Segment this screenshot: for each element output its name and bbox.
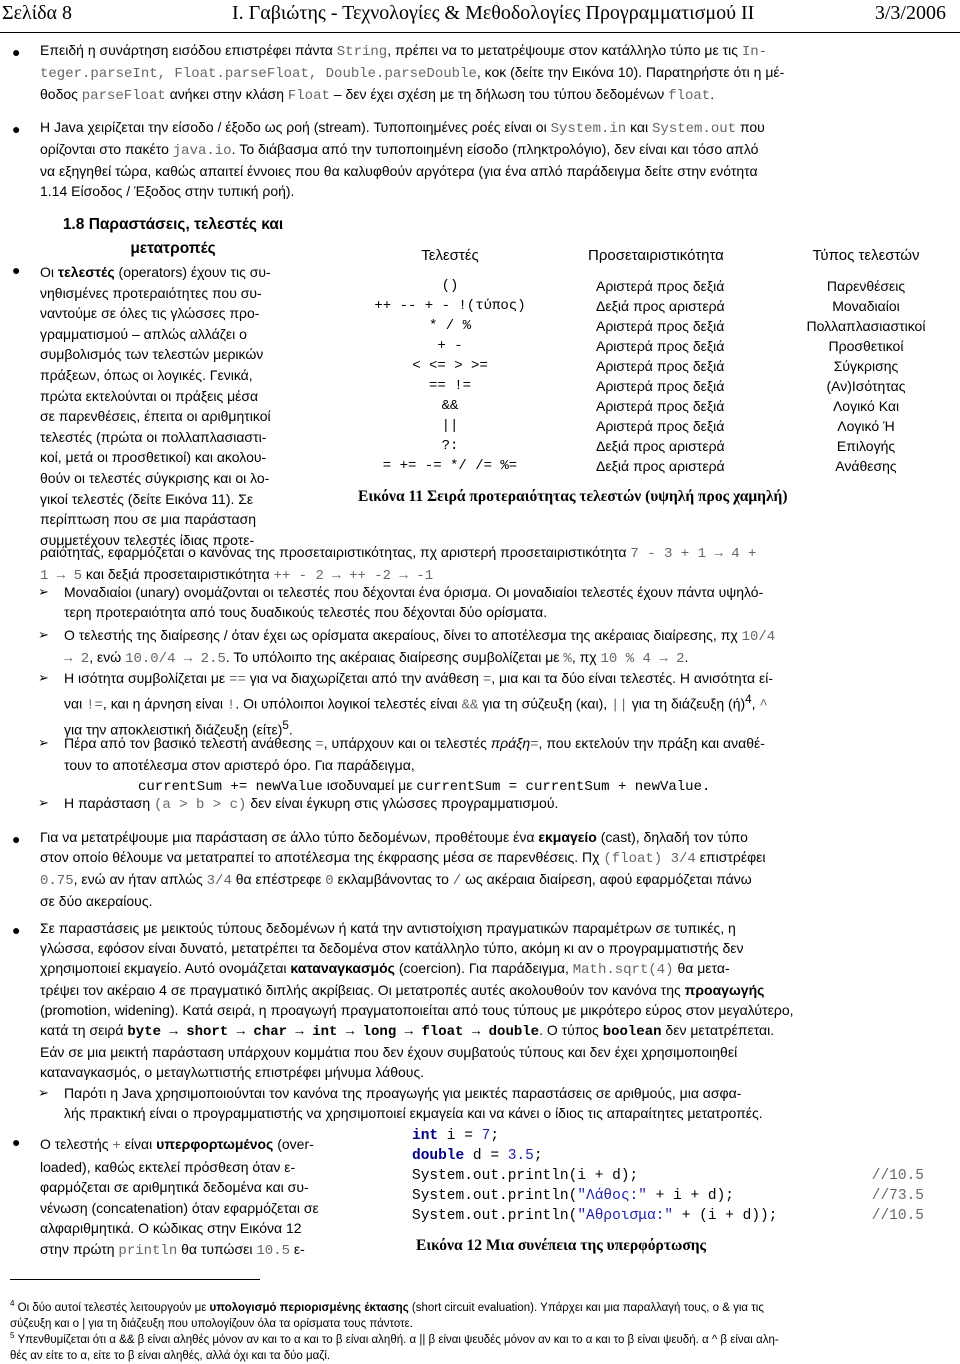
paragraph-associativity: ραιότητας, εφαρμόζεται ο κανόνας της προσεταιριστικότητας, πχ αριστερή προσεταιριστικότητα 7 - 3 + 1 → 4 + 1 → 5 και δεξιά προσεταιριστικότητα ++ - 2 → ++ -2 → -1 [40, 544, 757, 584]
bullet-icon: ● [12, 44, 21, 60]
table-row [350, 378, 950, 398]
section-title: 1.8 Παραστάσεις, τελεστές και μετατροπές [62, 216, 284, 257]
arrow-bullet-icon: ➢ [38, 670, 49, 685]
document-date: 3/3/2006 [874, 2, 946, 24]
table-header: Τύπος τελεστών [812, 247, 920, 264]
table-header: Προσεταιριστικότητα [588, 247, 724, 264]
page-number: Σελίδα 8 [2, 2, 73, 24]
table-header: Τελεστές [421, 247, 479, 264]
table-row [350, 338, 950, 358]
associativity-cell: Αριστερά προς δεξιά [596, 318, 725, 334]
table-row [350, 458, 950, 478]
table-row [350, 298, 950, 318]
table-row [350, 318, 950, 338]
arrow-bullet-icon: ➢ [38, 1085, 49, 1100]
bullet-icon: ● [12, 922, 21, 938]
operator-type-cell: (Αν)Ισότητας [826, 378, 906, 394]
bullet-icon: ● [12, 121, 21, 137]
operator-type-cell: Λογικό Ή [837, 418, 895, 434]
code-line: System.out.println("Λάθος:" + i + d); //73.5 [412, 1188, 924, 1204]
operator-cell: && [441, 398, 459, 414]
table-row [350, 358, 950, 378]
operator-type-cell: Παρενθέσεις [826, 278, 906, 294]
associativity-cell: Δεξιά προς αριστερά [596, 438, 725, 454]
operator-type-cell: Λογικό Και [832, 398, 900, 414]
footnote-rule [10, 1279, 260, 1280]
operator-cell: + - [437, 338, 463, 354]
associativity-cell: Αριστερά προς δεξιά [596, 358, 725, 374]
paragraph-invalid-expression: Η παράσταση (a > b > c) δεν είναι έγκυρη στις γλώσσες προγραμματισμού. [64, 795, 559, 813]
paragraph-overloaded-plus: Ο τελεστής + είναι υπερφορτωμένος (over- loaded), καθώς εκτελεί πρόσθεση όταν ε- φαρμόζεται σε αριθμητικά δεδομένα και συ- νένωση (concatenation) όταν εφαρμόζεται σε αλφαριθμητικά. Ο κώδικας στην Εικόνα 12 στην πρώτη println θα τυπώσει 10.5 ε- [40, 1136, 319, 1259]
paragraph-java-streams: Η Java χειρίζεται την είσοδο / έξοδο ως ροή (stream). Τυποποιημένες ροές είναι οι System.in και System.out που ορίζονται στο πακέτο java.io. Το διάβασμα από την τυποποιημένη είσοδο (πληκτρολόγιο), δεν είναι και τόσο απλό να εξηγηθεί τώρα, καθώς απαιτεί έννοιες που θα καλυφθούν αργότερα (για ένα απλό παράδειγμα δείτε στην ενότητα 1.14 Είσοδος / Έξοδος στην τυπική ροή). [40, 119, 765, 199]
operator-cell: * / % [428, 318, 471, 334]
footnote-5: $^5$ Υπενθυμίζεται ότι α && β είναι αληθές μόνον αν και το α και το β είναι αληθή. α || β είναι ψευδές μόνον αν και το α και το β είναι ψευδή. α ^ β είναι αλη- θές αν είτε το α, είτε το β είναι αληθές, αλλά όχι και τα δύο μαζί. [10, 1331, 779, 1362]
associativity-cell: Αριστερά προς δεξιά [596, 378, 725, 394]
paragraph-logical: Η ισότητα συμβολίζεται με == για να διαχωρίζεται από την ανάθεση =, μια και τα δύο είναι τελεστές. Η ανισότητα εί- ναι !=, και η άρνηση είναι !. Οι υπόλοιποι λογικοί τελεστές είναι && για τη σύζευξη (και), || για τη διάζευξη $(ή)^4$, ^ για την αποκλειστική διάζευξη $(\varepsilon ί\tau\varepsilon)^5$. [64, 670, 774, 738]
paragraph-compound-assignment: Πέρα από τον βασικό τελεστή ανάθεσης =, υπάρχουν και οι τελεστές πράξη=, που εκτελούν την πράξη και αναθέ- τουν το αποτέλεσμα στον αριστερό όρο. Για παράδειγμα, currentSum += newValue ισοδυναμεί με currentSum = currentSum + newValue. [64, 735, 765, 795]
figure-11-caption: Εικόνα 11 Σειρά προτεραιότητας τελεστών (υψηλή προς χαμηλή) [358, 488, 788, 505]
paragraph-coercion: Σε παραστάσεις με μεικτούς τύπους δεδομένων ή κατά την αντιστοίχιση πραγματικών παραμέτρων σε τυπικές, η γλώσσα, εφόσον είναι δυνατό, μετατρέπει τα δεδομένα στον κατάλληλο τύπο, ακόμη κι αν ο προγραμματιστής δεν χρησιμοποιεί εκμαγείο. Αυτό ονομάζεται καταναγκασμός (coercion). Για παράδειγμα, Math.sqrt(4) θα μετα- τρέψει τον ακέραιο 4 σε πραγματικό διπλής ακρίβειας. Οι μετατροπές αυτές ακολουθούν τον κανόνα της προαγωγής (promotion, widening). Κατά σειρά, η προαγωγή πραγματοποιείται από τους τύπους με μικρότερο εύρος στον μεγαλύτερο, κατά τη σειρά byte → short → char → int → long → float → double. Ο τύπος boolean δεν μετατρέπεται. Εάν σε μια μεικτή παράσταση υπάρχουν κομμάτια που δεν έχουν συμβατούς τύπους και δεν έχει χρησιμοποιηθεί καταναγκασμός, ο μεταγλωττιστής επιστρέφει μήνυμα λάθους. [40, 920, 794, 1080]
operator-cell: () [441, 278, 459, 294]
figure-12-caption: Εικόνα 12 Μια συνέπεια της υπερφόρτωσης [416, 1237, 707, 1254]
paragraph-cast: Για να μετατρέψουμε μια παράσταση σε άλλο τύπο δεδομένων, προθέτουμε ένα εκμαγείο (cast), δηλαδή τον τύπο στον οποίο θέλουμε να μετατραπεί το αποτέλεσμα της έκφρασης μέσα σε παρενθέσεις. Πχ (float) 3/4 επιστρέφει 0.75, ενώ αν ήταν απλώς 3/4 θα επέστρεφε 0 εκλαμβάνοντας το / ως ακέραια διαίρεση, αφού εφαρμόζεται πάνω σε δύο ακεραίους. [40, 829, 766, 909]
associativity-cell: Δεξιά προς αριστερά [596, 298, 725, 314]
code-line: System.out.println("Αθροισμα:" + (i + d)); //10.5 [412, 1208, 924, 1224]
table-row [350, 438, 950, 458]
operator-cell: == != [428, 378, 471, 394]
paragraph-division: Ο τελεστής της διαίρεσης / όταν έχει ως ορίσματα ακεραίους, δίνει το αποτέλεσμα της ακέραιας διαίρεσης, πχ 10/4 → 2, ενώ 10.0/4 → 2.5. Το υπόλοιπο της ακέραιας διαίρεσης συμβολίζεται με %, πχ 10 % 4 → 2. [64, 627, 776, 667]
header-rule [0, 32, 960, 33]
code-line: System.out.println(i + d); //10.5 [412, 1168, 924, 1184]
paragraph-operators-intro: Οι τελεστές (operators) έχουν τις συ- νηθισμένες προτεραιότητες που συ- ναντούμε σε όλες τις γλώσσες προ- γραμματισμού – απλώς αλλάζει ο συμβολισμός των τελεστών μερικών πράξεων, όπως οι λογικές. Γενικά, πρώτα εκτελούνται οι πράξεις μέσα σε παρενθέσεις, έπειτα οι αριθμητικοί τελεστές (πρώτα οι πολλαπλασιαστι- κοί, μετά οι προσθετικοί) και ακολου- θούν οι τελεστές σύγκρισης και οι λο- γικοί τελεστές (δείτε Εικόνα 11). Σε περίπτωση που σε μια παράσταση συμμετέχουν τελεστές ίδιας προτε- [40, 264, 271, 548]
operator-type-cell: Επιλογής [836, 438, 896, 454]
paragraph-safe-practice: Παρότι η Java χρησιμοποιούνται τον κανόνα της προαγωγής για μεικτές παραστάσεις σε αριθμούς, μια ασφα- λής πρακτική είναι ο προγραμματιστής να χρησιμοποιεί εκμαγεία και να κάνει ο ίδιος τις απαραίτητες μετατροπές. [64, 1085, 763, 1121]
table-row [350, 278, 950, 298]
associativity-cell: Αριστερά προς δεξιά [596, 338, 725, 354]
operator-type-cell: Μοναδιαίοι [832, 298, 900, 314]
associativity-cell: Αριστερά προς δεξιά [596, 398, 725, 414]
operator-cell: || [441, 418, 459, 434]
arrow-bullet-icon: ➢ [38, 584, 49, 599]
operator-type-cell: Προσθετικοί [828, 338, 904, 354]
document-title: Ι. Γαβιώτης - Τεχνολογίες & Μεθοδολογίες Προγραμματισμού ΙΙ [232, 2, 755, 24]
bullet-icon: ● [12, 1134, 21, 1150]
operator-type-cell: Πολλαπλασιαστικοί [806, 318, 926, 334]
arrow-bullet-icon: ➢ [38, 627, 49, 642]
code-line: int i = 7; [412, 1128, 500, 1144]
arrow-bullet-icon: ➢ [38, 795, 49, 810]
associativity-cell: Αριστερά προς δεξιά [596, 418, 725, 434]
table-row [350, 418, 950, 438]
operator-type-cell: Ανάθεσης [835, 458, 897, 474]
paragraph-input-conversion: Επειδή η συνάρτηση εισόδου επιστρέφει πάντα String, πρέπει να το μετατρέψουμε στον κατάλληλο τύπο με τις In- teger.parseInt, Float.parseFloat, Double.parseDouble, κοκ (δείτε την Εικόνα 10). Παρατηρήστε ότι η μέ- θοδος parseFloat ανήκει στην κλάση Float – δεν έχει σχέση με τη δήλωση του τύπου δεδομένων float. [40, 42, 785, 104]
operator-cell: < <= > >= [412, 358, 488, 374]
operator-type-cell: Σύγκρισης [833, 358, 899, 374]
table-row [350, 398, 950, 418]
bullet-icon: ● [12, 831, 21, 847]
operator-cell: ++ -- + - !(τύπος) [374, 298, 526, 314]
arrow-bullet-icon: ➢ [38, 735, 49, 750]
page-header [0, 0, 960, 34]
bullet-icon: ● [12, 262, 21, 278]
code-line: double d = 3.5; [412, 1148, 543, 1164]
paragraph-unary: Μοναδιαίοι (unary) ονομάζονται οι τελεστές που δέχονται ένα όρισμα. Οι μοναδιαίοι τελεστές έχουν πάντα υψηλό- τερη προτεραιότητα από τους δυαδικούς τελεστές που δέχονται δύο ορίσματα. [64, 584, 764, 620]
operator-cell: = += -= */ /= %= [382, 458, 518, 474]
associativity-cell: Δεξιά προς αριστερά [596, 458, 725, 474]
operator-cell: ?: [441, 438, 459, 454]
footnote-4: $^4$ Οι δύο αυτοί τελεστές λειτουργούν με υπολογισμό περιορισμένης έκτασης (short circuit evaluation). Υπάρχει και μια παραλλαγή τους, ο & για τις σύζευξη και ο | για τη διάζευξη που υπολογίζουν όλα τα ορίσματα τους πάντοτε. [10, 1299, 764, 1330]
associativity-cell: Αριστερά προς δεξιά [596, 278, 725, 294]
